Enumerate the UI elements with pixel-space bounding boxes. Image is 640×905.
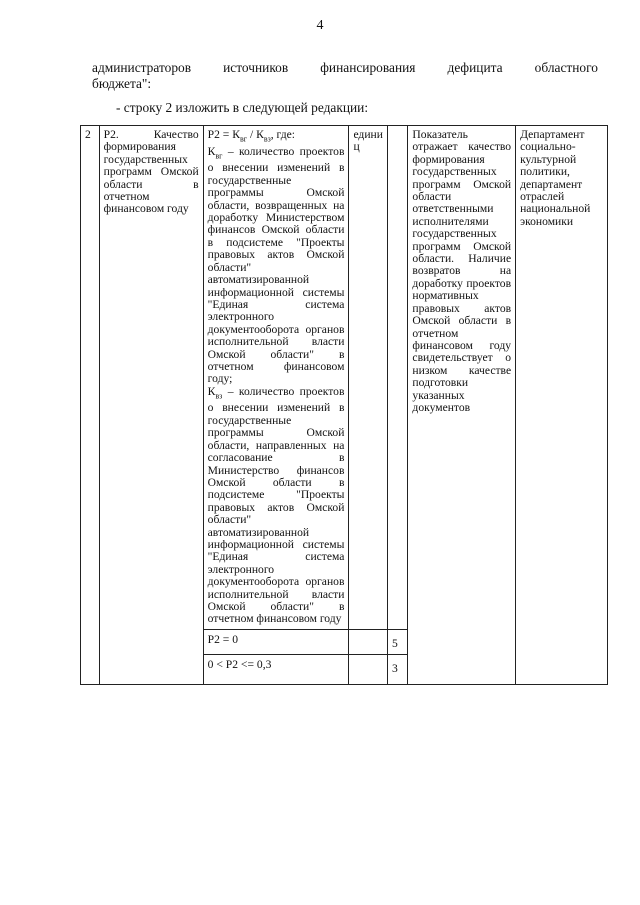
k1-definition: $К_{вг}$ – количество проектов о внесении изменений в государственные программы Омской области, возвращенных на доработку Министерством финансов Омской области в подсистеме "Проекты правовых актов Омской области" автоматизированной информационной системы "Единая система электронного документооборота органов исполнительной власти Омской области" в отчетном финансовом году; xyxy=(207,144,345,386)
score-cell-empty xyxy=(387,126,407,630)
indicator-name: Р2. Качество формирования государственных программ Омской области в отчетном финансовом году xyxy=(99,126,203,685)
condition-cell: 0 < Р2 <= 0,3 xyxy=(203,655,349,684)
score-cell: 5 xyxy=(387,629,407,654)
table-row xyxy=(81,126,608,630)
formula: $Р2 = К_{вг} / К_{вз}$, где: xyxy=(207,128,295,144)
indicator-table xyxy=(80,125,608,685)
intro-word: областного xyxy=(534,60,598,75)
intro-text xyxy=(92,60,598,116)
intro-word: финансирования xyxy=(320,60,416,75)
intro-line-3: - строку 2 изложить в следующей редакции: xyxy=(116,100,369,115)
intro-word: дефицита xyxy=(447,60,503,75)
unit-cell-empty xyxy=(349,655,388,684)
description-cell: Показатель отражает качество формирования государственных программ Омской области ответственными исполнителями государственных программ Омской области. Наличие возвратов на доработку проектов нормативных правовых актов Омской области в отчетном финансовом году свидетельствует о низком качестве подготовки указанных документов xyxy=(408,126,516,685)
unit-cell-empty xyxy=(349,629,388,654)
page-number: 4 xyxy=(316,18,324,33)
row-number: 2 xyxy=(81,126,100,685)
score-cell: 3 xyxy=(387,655,407,684)
intro-word: администраторов xyxy=(92,60,192,75)
intro-line-1 xyxy=(92,60,598,76)
formula-cell xyxy=(203,126,349,630)
condition-cell: Р2 = 0 xyxy=(203,629,349,654)
department-cell: Департамент социально-культурной политики, департамент отраслей национальной экономики xyxy=(516,126,608,685)
intro-word: источников xyxy=(223,60,289,75)
intro-line-2: бюджета": xyxy=(92,76,152,91)
k2-definition: $К_{вз}$ – количество проектов о внесении изменений в государственные программы Омской области, направленных на согласование в Министерство финансов Омской области в подсистеме "Проекты правовых актов Омской области" автоматизированной информационной системы "Единая система электронного документооборота органов исполнительной власти Омской области" в отчетном финансовом году xyxy=(207,384,345,626)
unit-cell: едини ц xyxy=(349,126,388,630)
